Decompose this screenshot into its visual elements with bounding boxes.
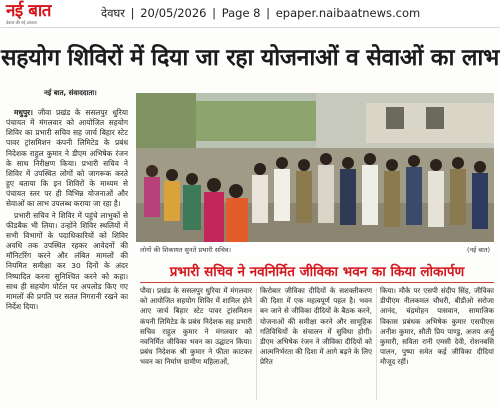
sub-article-column-3: किया। मौके पर एसपी संदीप सिंह, जीविका डीपीएम नीलकमल चौधरी, बीडीओ सरोजा आनंद, चंद्रमोहन पासवान, सामाजिक विकास प्रबंधक अभिषेक कुमार एसपीएस अनीश कुमार, सौती प्रिय पाण्डु, अजय अर्जु कुमारी, सविता रानी एमसी देवी, रोशनबसि पालन, पुष्पा समेत कई जीविका दीदियां मौजूद रहीं। bbox=[380, 286, 494, 367]
photo-illustration bbox=[136, 93, 494, 242]
sub-article-headline: प्रभारी सचिव ने नवनिर्मित जीविका भवन का किया लोकार्पण bbox=[169, 264, 465, 280]
epaper-link[interactable]: epaper.naibaatnews.com bbox=[275, 6, 421, 20]
divider bbox=[140, 282, 494, 283]
separator: | bbox=[130, 6, 135, 20]
column-divider bbox=[256, 288, 257, 400]
newspaper-logo[interactable] bbox=[6, 3, 86, 25]
edition-info bbox=[100, 6, 421, 21]
logo-text: नई बात bbox=[6, 1, 52, 21]
edition-date: 20/05/2026 bbox=[140, 6, 207, 20]
article-body bbox=[6, 108, 128, 313]
article-headline: सहयोग शिविरों में दिया जा रहा योजनाओं व सेवाओं का लाभ bbox=[1, 45, 499, 71]
masthead bbox=[0, 0, 500, 28]
separator: | bbox=[266, 6, 271, 20]
article-paragraph: प्रभारी सचिव ने शिविर में पहुंचे लाभुकों से फीडबैक भी लिया। उन्होंने शिविर स्थलियों में सभी विभागों के पदाधिकारियों को शिविर अवधि तक उपस्थित रहकर आवेदनों की मॉनिटरिंग करने और लंबित मामलों की नियमित समीक्षा कर 30 दिनों के अंदर निष्पादित करना सुनिश्चित करने को कहा। साथ ही सहयोग पोर्टल पर अपलोड किए गए मामलों की प्रगति पर सतत निगरानी रखने का निर्देश दिया। bbox=[6, 210, 128, 311]
logo-tagline: देवघर की नई आवाज bbox=[6, 20, 37, 25]
caption-text: लोगों की शिकायत सुनते प्रभारी सचिव। bbox=[140, 246, 231, 254]
sub-article-column-2: किरोबार जीविका दीदियों के सशक्तीकरण की दिशा में एक महत्वपूर्ण पहल है। भवन बन जाने से जीविका दीदियों के बैठक करने, योजनाओं की समीक्षा करने और सामूहिक गतिविधियों के संचालन में सुविधा होगी। डीएम अभिषेक रंजन ने जीविका दीदियों को आत्मनिर्भरता की दिशा में आगे बढ़ने के लिए प्रेरित bbox=[260, 286, 372, 367]
article-paragraph: मधुपुर। जीवा प्रखंड के ससलपुर धुरिया पंचायत में मंगलवार को आयोजित सहयोग शिविर का प्रभारी सचिव सह जार्च बिहार स्टेट पावर ट्रांसमिशन कंपनी लिमिटेड के प्रबंध निदेशक राहुल कुमार ने डीएम अभिषेक रंजन के साथ निरीक्षण किया। प्रभारी सचिव ने शिविर में उपस्थित लोगों को जागरूक करते हुए बताया कि इन शिविरों के माध्यम से पंचायत स्तर पर ही विभिन्न योजनाओं और सेवाओं का लाभ उपलब्ध कराया जा रहा है। bbox=[6, 108, 128, 209]
photo-caption bbox=[136, 243, 494, 255]
page-number: Page 8 bbox=[221, 6, 261, 20]
sub-article-body bbox=[140, 286, 496, 404]
caption-credit: (नई बात) bbox=[466, 246, 490, 254]
column-divider bbox=[376, 288, 377, 400]
dateline: मधुपुर। bbox=[14, 108, 33, 117]
news-photo bbox=[136, 93, 494, 242]
sub-article-column-1: पौवा। प्रखंड के ससलपुर धुरिया में मंगलवार को आयोजित सहयोग शिविर में शामिल होने आए जार्च बिहार स्टेट पावर ट्रांसमिशन कंपनी लिमिटेड के प्रबंध निदेशक सह प्रभारी सचिव राहुल कुमार ने मंगलवार को नवनिर्मित जीविका भवन का उद्घाटन किया। प्रबंध निदेशक श्री कुमार ने फीता काटकर भवन का निर्माण ग्रामीण महिलाओं, bbox=[140, 286, 252, 367]
separator: | bbox=[212, 6, 217, 20]
article-byline: नई बात, संवाददाता। bbox=[44, 89, 97, 97]
edition-city: देवघर bbox=[101, 6, 126, 20]
